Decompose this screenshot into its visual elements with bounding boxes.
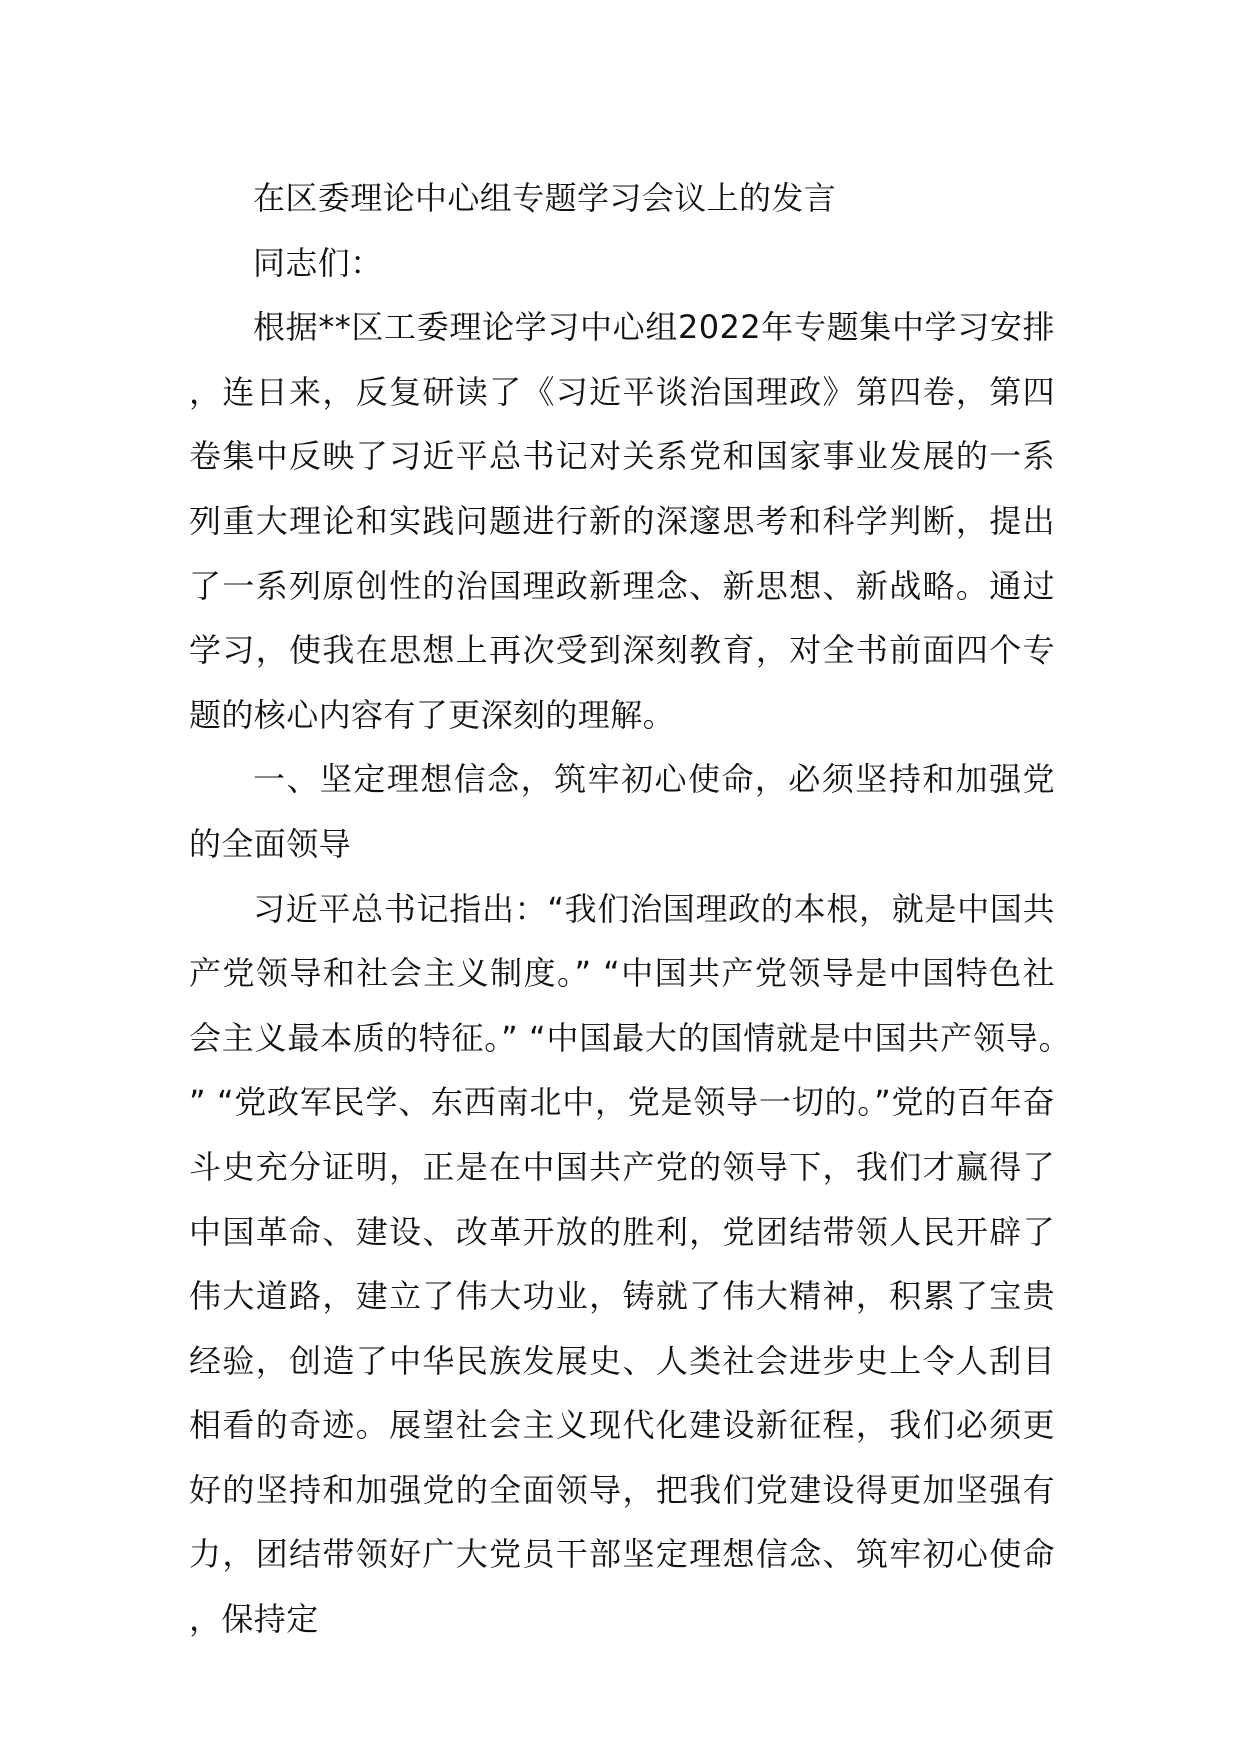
salutation: 同志们： (253, 243, 383, 282)
paragraph-intro: 根据**区工委理论学习中心组2022年专题集中学习安排，连日来，反复研读了《习近平谈治国理政》第四卷，第四卷集中反映了习近平总书记对关系党和国家事业发展的一系列重大理论和实践问题进行新的深邃思考和科学判断，提出了一系列原创性的治国理政新理念、新思想、新战略。通过学习，使我在思想上再次受到深刻教育，对全书前面四个专题的核心内容有了更深刻的理解。 (189, 308, 1055, 734)
document-title: 在区委理论中心组专题学习会议上的发言 (253, 179, 837, 217)
section-heading-1: 一、坚定理想信念，筑牢初心使命，必须坚持和加强党的全面领导 (189, 760, 1055, 863)
document-page (189, 166, 1055, 1652)
paragraph-leadership: 习近平总书记指出：“我们治国理政的本根，就是中国共产党领导和社会主义制度。” “中国共产党领导是中国特色社会主义最本质的特征。” “中国最大的国情就是中国共产领导。” “党政军民学、东西南北中，党是领导一切的。”党的百年奋斗史充分证明，正是在中国共产党的领导下，我们才赢得了中国革命、建设、改革开放的胜利，党团结带领人民开辟了伟大道路，建立了伟大功业，铸就了伟大精神，积累了宝贵经验，创造了中华民族发展史、人类社会进步史上令人刮目相看的奇迹。展望社会主义现代化建设新征程，我们必须更好的坚持和加强党的全面领导，把我们党建设得更加坚强有力，团结带领好广大党员干部坚定理想信念、筑牢初心使命，保持定 (189, 889, 1055, 1639)
